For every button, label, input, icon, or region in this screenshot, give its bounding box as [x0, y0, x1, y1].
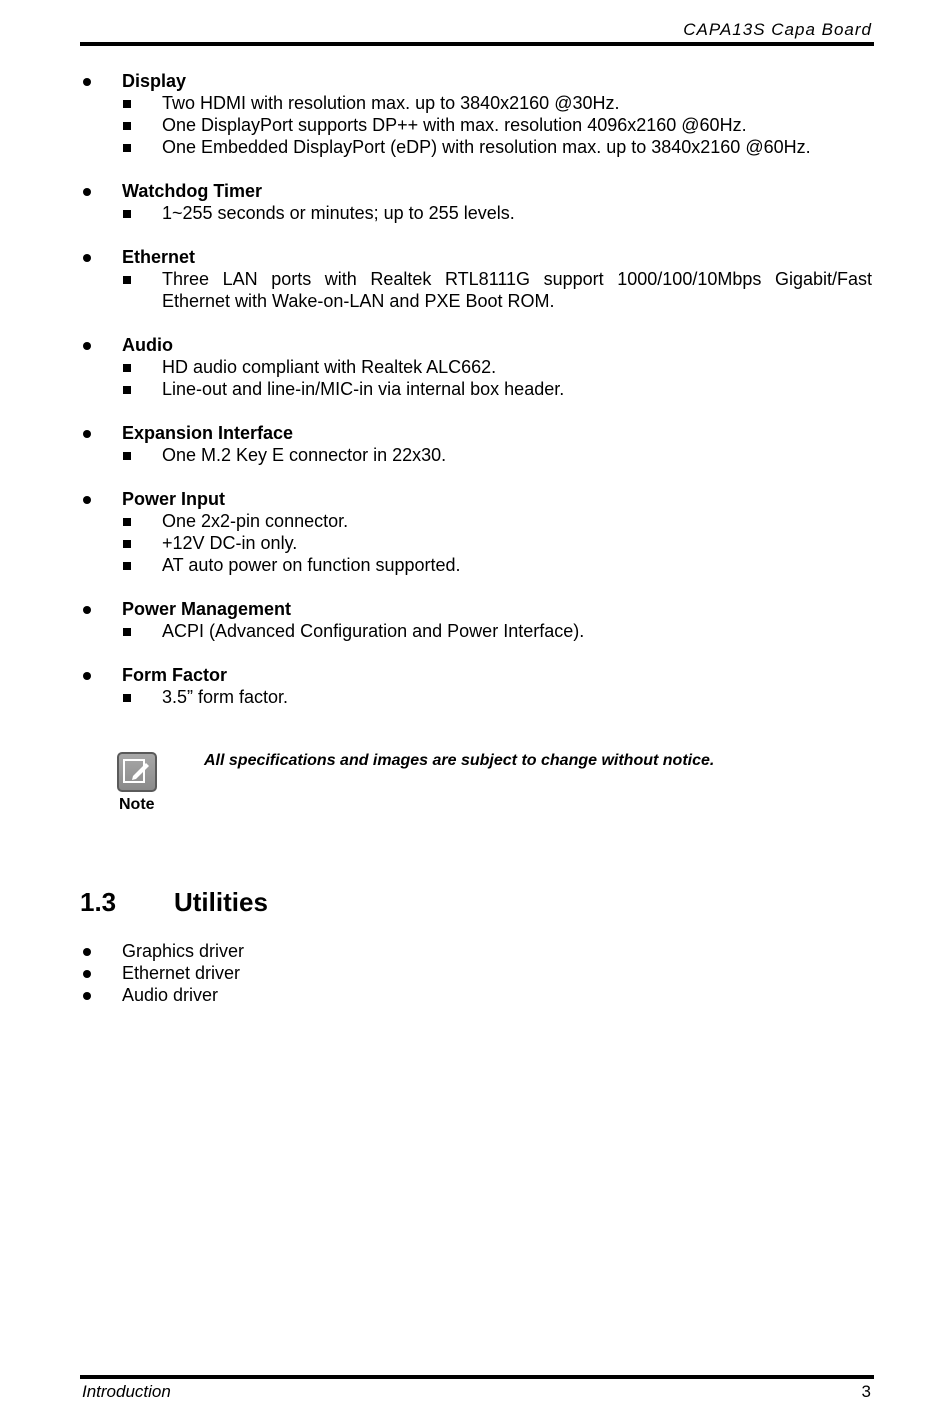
- spec-section: [80, 246, 872, 312]
- spec-section: [80, 70, 872, 158]
- utilities-list: [80, 940, 244, 1006]
- bullet-icon: [83, 78, 91, 86]
- spec-section: [80, 488, 872, 576]
- page-number: 3: [861, 1382, 871, 1401]
- list-item: HD audio compliant with Realtek ALC662.: [80, 356, 872, 378]
- spec-list: [80, 444, 872, 466]
- header-rule: [80, 42, 874, 46]
- square-bullet-icon: [123, 562, 131, 570]
- square-bullet-icon: [123, 100, 131, 108]
- list-item: Two HDMI with resolution max. up to 3840x2160 @30Hz.: [80, 92, 872, 114]
- spec-list: [80, 92, 872, 158]
- list-item: Graphics driver: [80, 940, 244, 962]
- note-text: All specifications and images are subject to change without notice.: [204, 752, 715, 769]
- bullet-icon: [83, 188, 91, 196]
- list-item: Three LAN ports with Realtek RTL8111G support 1000/100/10Mbps Gigabit/Fast Ethernet with Wake-on-LAN and PXE Boot ROM.: [80, 268, 872, 312]
- square-bullet-icon: [123, 628, 131, 636]
- square-bullet-icon: [123, 122, 131, 130]
- spec-list: [80, 686, 872, 708]
- bullet-icon: [83, 992, 91, 1000]
- square-bullet-icon: [123, 540, 131, 548]
- section-title: Display: [80, 70, 872, 92]
- bullet-icon: [83, 948, 91, 956]
- list-item: Audio driver: [80, 984, 244, 1006]
- section-title: Audio: [80, 334, 872, 356]
- list-item: Ethernet driver: [80, 962, 244, 984]
- square-bullet-icon: [123, 452, 131, 460]
- spec-section: [80, 422, 872, 466]
- spec-list: [80, 268, 872, 312]
- list-item: 1~255 seconds or minutes; up to 255 levels.: [80, 202, 872, 224]
- square-bullet-icon: [123, 386, 131, 394]
- section-heading-utilities: [80, 886, 268, 918]
- list-item: +12V DC-in only.: [80, 532, 872, 554]
- bullet-icon: [83, 254, 91, 262]
- bullet-icon: [83, 606, 91, 614]
- section-title: Utilities: [174, 887, 268, 917]
- spec-section: [80, 180, 872, 224]
- bullet-icon: [83, 672, 91, 680]
- running-header: CAPA13S Capa Board: [683, 20, 872, 39]
- spec-section: [80, 664, 872, 708]
- spec-section: [80, 598, 872, 642]
- section-title: Ethernet: [80, 246, 872, 268]
- section-title: Expansion Interface: [80, 422, 872, 444]
- spec-list: [80, 356, 872, 400]
- square-bullet-icon: [123, 694, 131, 702]
- square-bullet-icon: [123, 276, 131, 284]
- section-title: Watchdog Timer: [80, 180, 872, 202]
- section-title: Power Input: [80, 488, 872, 510]
- footer-section-name: Introduction: [82, 1382, 171, 1401]
- spec-list: [80, 202, 872, 224]
- list-item: ACPI (Advanced Configuration and Power Interface).: [80, 620, 872, 642]
- spec-list: [80, 510, 872, 576]
- bullet-icon: [83, 970, 91, 978]
- section-title: Form Factor: [80, 664, 872, 686]
- list-item: One M.2 Key E connector in 22x30.: [80, 444, 872, 466]
- list-item: One Embedded DisplayPort (eDP) with resolution max. up to 3840x2160 @60Hz.: [80, 136, 872, 158]
- bullet-icon: [83, 430, 91, 438]
- square-bullet-icon: [123, 144, 131, 152]
- spec-section: [80, 334, 872, 400]
- spec-list: [80, 620, 872, 642]
- square-bullet-icon: [123, 518, 131, 526]
- footer-rule: [80, 1375, 874, 1379]
- bullet-icon: [83, 342, 91, 350]
- list-item: 3.5” form factor.: [80, 686, 872, 708]
- note-pencil-icon: [117, 752, 157, 792]
- spec-sections: [80, 70, 872, 730]
- list-item: One DisplayPort supports DP++ with max. resolution 4096x2160 @60Hz.: [80, 114, 872, 136]
- bullet-icon: [83, 496, 91, 504]
- list-item: One 2x2-pin connector.: [80, 510, 872, 532]
- section-title: Power Management: [80, 598, 872, 620]
- list-item: Line-out and line-in/MIC-in via internal box header.: [80, 378, 872, 400]
- section-number: 1.3: [80, 887, 117, 917]
- square-bullet-icon: [123, 210, 131, 218]
- list-item: AT auto power on function supported.: [80, 554, 872, 576]
- note-label: Note: [119, 796, 155, 813]
- square-bullet-icon: [123, 364, 131, 372]
